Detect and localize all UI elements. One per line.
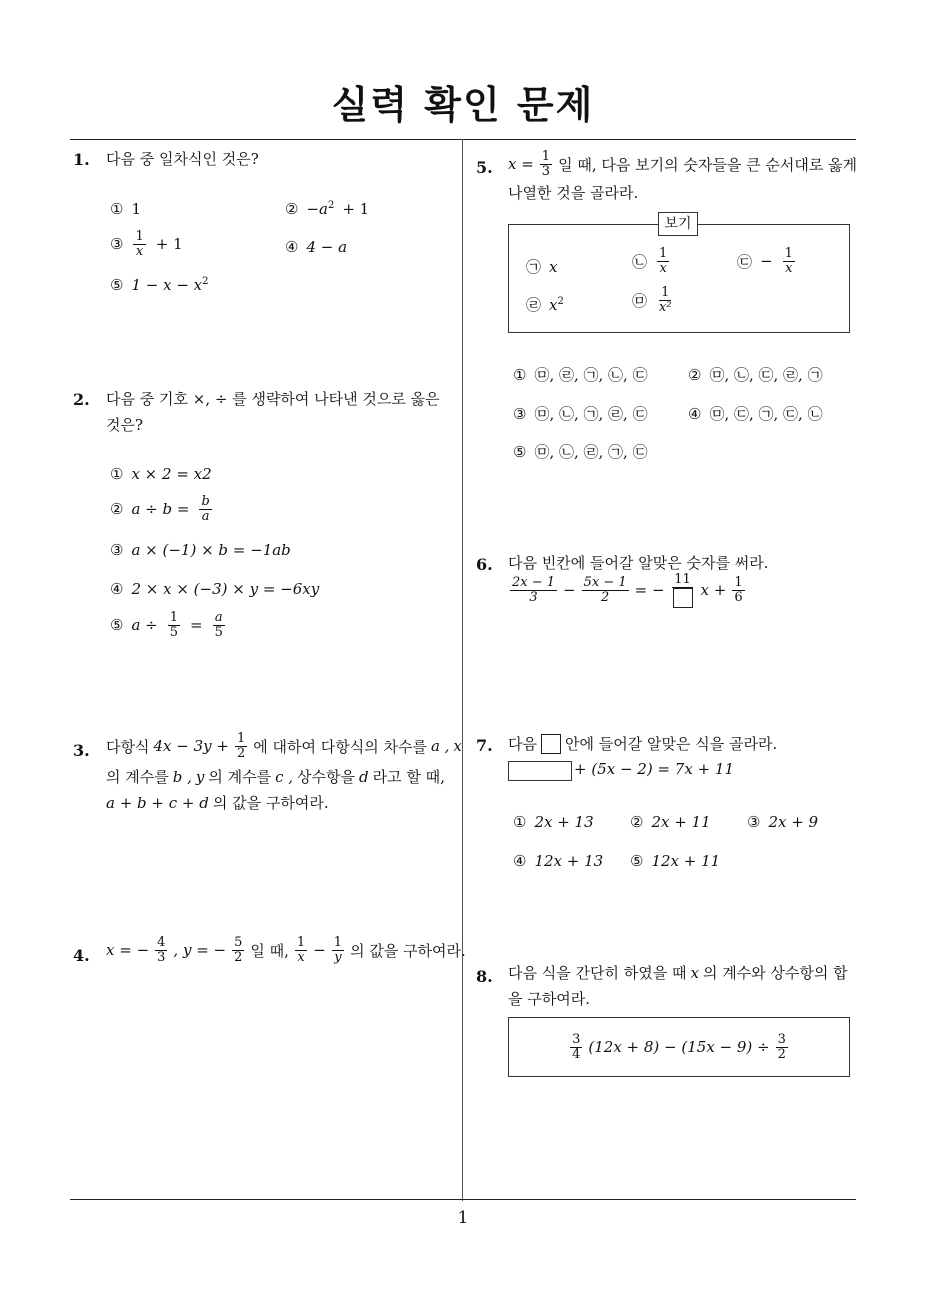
option-1[interactable]: ① 2x + 13 (513, 813, 594, 831)
fraction: $\frac{1}{5}$ (169, 610, 179, 640)
question-line-2: 나열한 것을 골라라. (508, 184, 639, 202)
option-marker: ⑤ (110, 616, 124, 635)
option-1[interactable] (110, 465, 212, 483)
option-4[interactable]: ④ ㉤, ㉢, ㉠, ㉢, ㉡ (688, 404, 823, 423)
fraction: $\frac{1}{x}$ (135, 229, 144, 259)
answer-blank[interactable] (673, 588, 693, 608)
fraction: $\frac{1}{2}$ (236, 731, 246, 761)
option-3[interactable]: ③ 2x + 9 (747, 813, 819, 831)
answer-blank[interactable] (508, 761, 572, 781)
question-number: 2. (73, 390, 90, 409)
question-line: 다음 안에 들어갈 알맞은 식을 골라라. (508, 735, 778, 753)
question-line: x = − $\frac{4}{3}$ , y = − $\frac{5}{2}$ 일 때, $\frac{1}{x}$ − $\frac{1}{y}$ 의 값을 구하여라. (106, 935, 466, 965)
option-marker: ③ (110, 235, 124, 254)
fraction: $\frac{5}{2}$ (234, 935, 243, 965)
bottom-rule (70, 1199, 856, 1200)
fraction: $\frac{1}{y}$ (333, 935, 343, 965)
bogi-item-2: ㉡ $\frac{1}{x}$ (632, 246, 668, 276)
question-line-1: 다음 식을 간단히 하였을 때 x 의 계수와 상수항의 합 (508, 963, 848, 982)
option-text: 1 (131, 200, 141, 218)
bogi-box (508, 224, 850, 333)
option-3[interactable]: ③ ㉤, ㉡, ㉠, ㉣, ㉢ (513, 404, 648, 423)
question-number: 1. (73, 150, 90, 169)
option-text: + 1 (155, 235, 183, 254)
top-rule (70, 139, 856, 140)
option-text: a ÷ b = (131, 500, 190, 519)
question-number: 3. (73, 741, 90, 760)
option-4[interactable]: ④ 12x + 13 (513, 852, 604, 870)
question-text: 다음 중 일차식인 것은? (106, 150, 259, 168)
option-marker: ① (110, 465, 124, 483)
question-text: 다음 중 기호 ×, ÷ 를 생략하여 나타낸 것으로 옳은 것은? (106, 390, 440, 434)
option-text: x × 2 = x2 (131, 465, 212, 483)
option-text: a ÷ (131, 616, 158, 635)
page-title: 실력 확인 문제 (331, 83, 595, 127)
option-marker: ⑤ (110, 276, 124, 294)
option-text: −a (306, 200, 328, 218)
option-3[interactable] (110, 230, 183, 258)
bogi-item-5: ㉤ $\frac{1}{\text{x²}}$ (632, 285, 672, 315)
question-number: 5. (476, 158, 493, 177)
option-4[interactable] (110, 580, 319, 598)
column-divider (462, 139, 463, 1201)
equals: = (190, 616, 203, 635)
option-5[interactable]: ⑤ 12x + 11 (630, 852, 721, 870)
equation: + (5x − 2) = 7x + 11 (574, 760, 734, 778)
option-2[interactable] (110, 495, 214, 523)
page-number: 1 (457, 1208, 469, 1228)
fraction: $\frac{b}{a}$ (201, 494, 210, 524)
option-marker: ④ (285, 238, 299, 256)
bogi-item-4: ㉣ $x^2$ (526, 295, 564, 314)
question-line-3: a + b + c + d 의 값을 구하여라. (106, 793, 329, 812)
option-text: a × (−1) × b = −1ab (131, 541, 291, 559)
option-5[interactable]: ⑤ ㉤, ㉡, ㉣, ㉠, ㉢ (513, 442, 648, 461)
bogi-label: 보기 (658, 212, 698, 236)
question-line-2: 을 구하여라. (508, 990, 590, 1008)
question-number: 7. (476, 736, 493, 755)
fraction: $\frac{4}{3}$ (157, 935, 166, 965)
question-line-1: 다항식 4x − 3y + $\frac{1}{2}$ 에 대하여 다항식의 차수를 a , x (106, 731, 462, 761)
option-1[interactable] (110, 200, 141, 218)
option-marker: ② (285, 200, 299, 218)
option-marker: ② (110, 500, 124, 519)
option-5[interactable] (110, 276, 209, 294)
option-text: 2 × x × (−3) × y = −6xy (131, 580, 320, 598)
question-number: 4. (73, 946, 90, 965)
question-number: 6. (476, 555, 493, 574)
option-2[interactable]: ② 2x + 11 (630, 813, 711, 831)
question-number: 8. (476, 967, 493, 986)
expression-box: $\frac{3}{4}$ (12x + 8) − (15x − 9) ÷ $\frac{3}{2}$ (508, 1017, 850, 1077)
option-1[interactable]: ① ㉤, ㉣, ㉠, ㉡, ㉢ (513, 365, 648, 384)
option-2[interactable] (285, 200, 369, 218)
option-2[interactable]: ② ㉤, ㉡, ㉢, ㉣, ㉠ (688, 365, 823, 384)
bogi-item-3: ㉢ − $\frac{1}{x}$ (737, 246, 793, 276)
option-3[interactable] (110, 541, 291, 559)
fraction: $\frac{1}{3}$ (541, 149, 551, 179)
question-line-2: 의 계수를 b , y 의 계수를 c , 상수항을 d 라고 할 때, (106, 767, 445, 786)
fraction: $\frac{1}{x}$ (296, 935, 306, 965)
option-marker: ① (110, 200, 124, 218)
exponent: 2 (327, 200, 335, 211)
bogi-item-1: ㉠ x (526, 257, 558, 276)
question-line-1: x = $\frac{1}{3}$ 일 때, 다음 보기의 숫자들을 큰 순서대로 옳게 (508, 149, 858, 179)
option-5[interactable] (110, 611, 227, 639)
blank-box-icon (541, 734, 561, 754)
option-text: 1 − x − x (131, 276, 203, 294)
option-text: + 1 (342, 200, 370, 218)
exponent: 2 (202, 276, 209, 287)
option-marker: ④ (110, 580, 124, 598)
question-text: 다음 빈칸에 들어갈 알맞은 숫자를 써라. (508, 554, 769, 572)
option-marker: ③ (110, 541, 124, 559)
option-4[interactable] (285, 238, 347, 256)
equation: $\frac{2x - 1}{3}$ − $\frac{5x - 1}{2}$ = − 11 x + $\frac{1}{6}$ (508, 573, 747, 608)
fraction: $\frac{a}{5}$ (214, 610, 223, 640)
option-text: 4 − a (306, 238, 348, 256)
